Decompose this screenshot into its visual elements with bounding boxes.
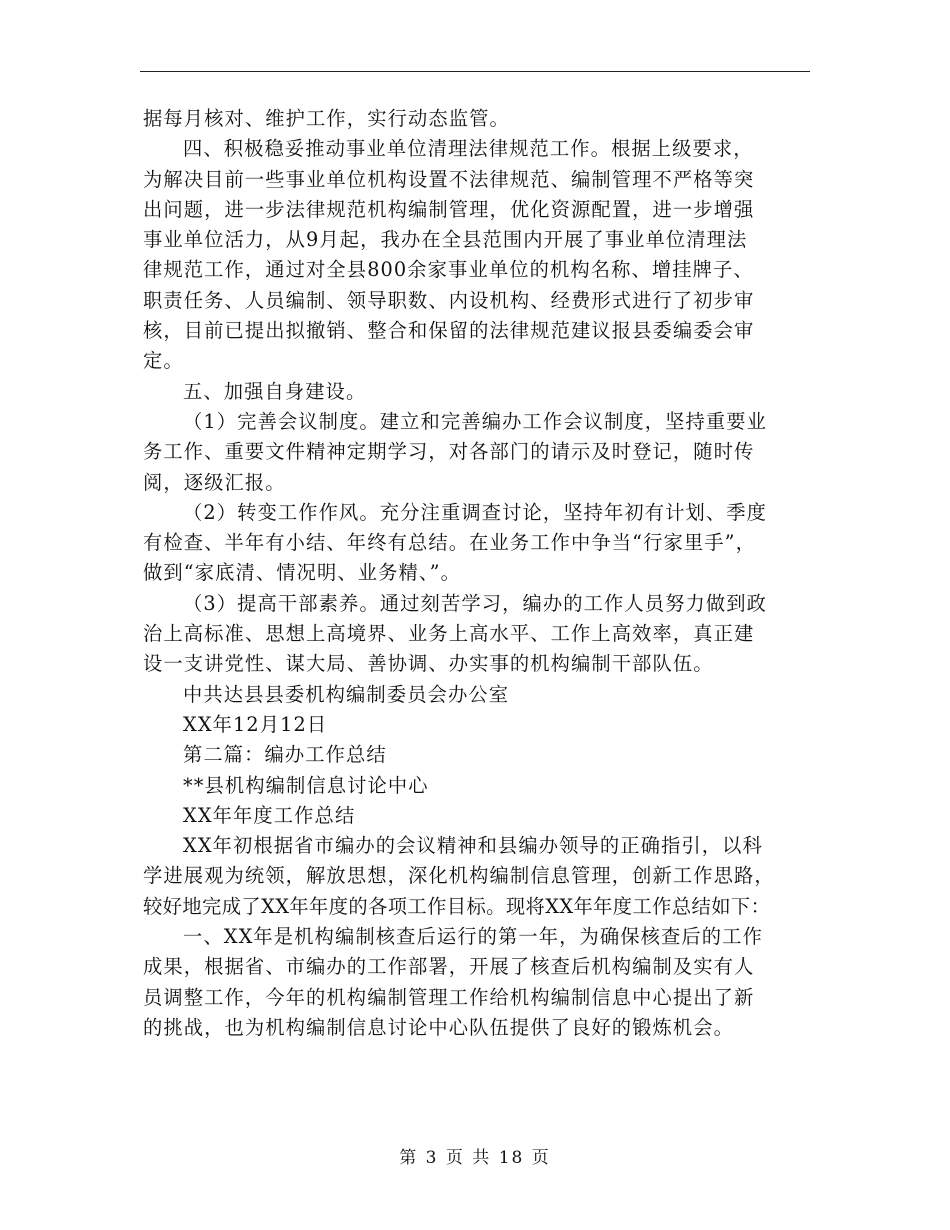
text-line: 有检查、半年有小结、年终有总结。在业务工作中争当“行家里手”， [143,531,756,555]
text-line: 阅，逐级汇报。 [143,470,286,494]
text-line: 事业单位活力，从9月起，我办在全县范围内开展了事业单位清理法 [143,228,748,252]
section-heading: 五、加强自身建设。 [183,379,367,403]
text-line: （3）提高干部素养。通过刻苦学习，编办的工作人员努力做到政 [183,591,768,615]
report-title: XX年年度工作总结 [183,803,356,827]
text-line: 学进展观为统领，解放思想，深化机构编制信息管理，创新工作思路， [143,864,775,888]
text-line: 四、积极稳妥推动事业单位清理法律规范工作。根据上级要求， [183,137,754,161]
text-line: 出问题，进一步法律规范机构编制管理，优化资源配置，进一步增强 [143,197,755,221]
text-line: 员调整工作，今年的机构编制管理工作给机构编制信息中心提出了新 [143,985,755,1009]
text-line: 据每月核对、维护工作，实行动态监管。 [143,107,510,130]
text-line: （2）转变工作作风。充分注重调查讨论，坚持年初有计划、季度 [183,500,768,524]
text-line: 较好地完成了XX年年度的各项工作目标。现将XX年年度工作总结如下： [143,894,771,918]
document-body [143,104,813,1043]
text-line: 治上高标准、思想上高境界、业务上高水平、工作上高效率，真正建 [143,622,755,646]
text-line: 做到“家底清、情况明、业务精、”。 [143,561,461,585]
page-footer [0,1146,950,1170]
signature-organization: 中共达县县委机构编制委员会办公室 [183,682,510,706]
text-line: 律规范工作，通过对全县800余家事业单位的机构名称、增挂牌子、 [143,258,754,282]
text-line: 为解决目前一些事业单位机构设置不法律规范、编制管理不严格等突 [143,167,755,191]
text-line: 核，目前已提出拟撤销、整合和保留的法律规范建议报县委编委会审 [143,319,755,343]
text-line: XX年初根据省市编办的会议精神和县编办领导的正确指引，以科 [183,834,763,858]
text-line: 职责任务、人员编制、领导职数、内设机构、经费形式进行了初步审 [143,288,755,312]
page-number: 第 3 页 共 18 页 [399,1148,551,1168]
header-rule [140,71,810,72]
text-line: （1）完善会议制度。建立和完善编办工作会议制度，坚持重要业 [183,409,768,433]
text-line: 设一支讲党性、谋大局、善协调、办实事的机构编制干部队伍。 [143,652,714,676]
text-line: 的挑战，也为机构编制信息讨论中心队伍提供了良好的锻炼机会。 [143,1015,735,1039]
signature-date: XX年12月12日 [183,712,328,736]
text-line: 定。 [143,349,184,373]
text-line: 务工作、重要文件精神定期学习，对各部门的请示及时登记，随时传 [143,440,755,464]
organization-name: **县机构编制信息讨论中心 [183,773,429,797]
text-line: 一、XX年是机构编制核查后运行的第一年，为确保核查后的工作 [183,925,763,949]
chapter-title: 第二篇：编办工作总结 [183,743,387,767]
text-line: 成果，根据省、市编办的工作部署，开展了核查后机构编制及实有人 [143,955,755,979]
